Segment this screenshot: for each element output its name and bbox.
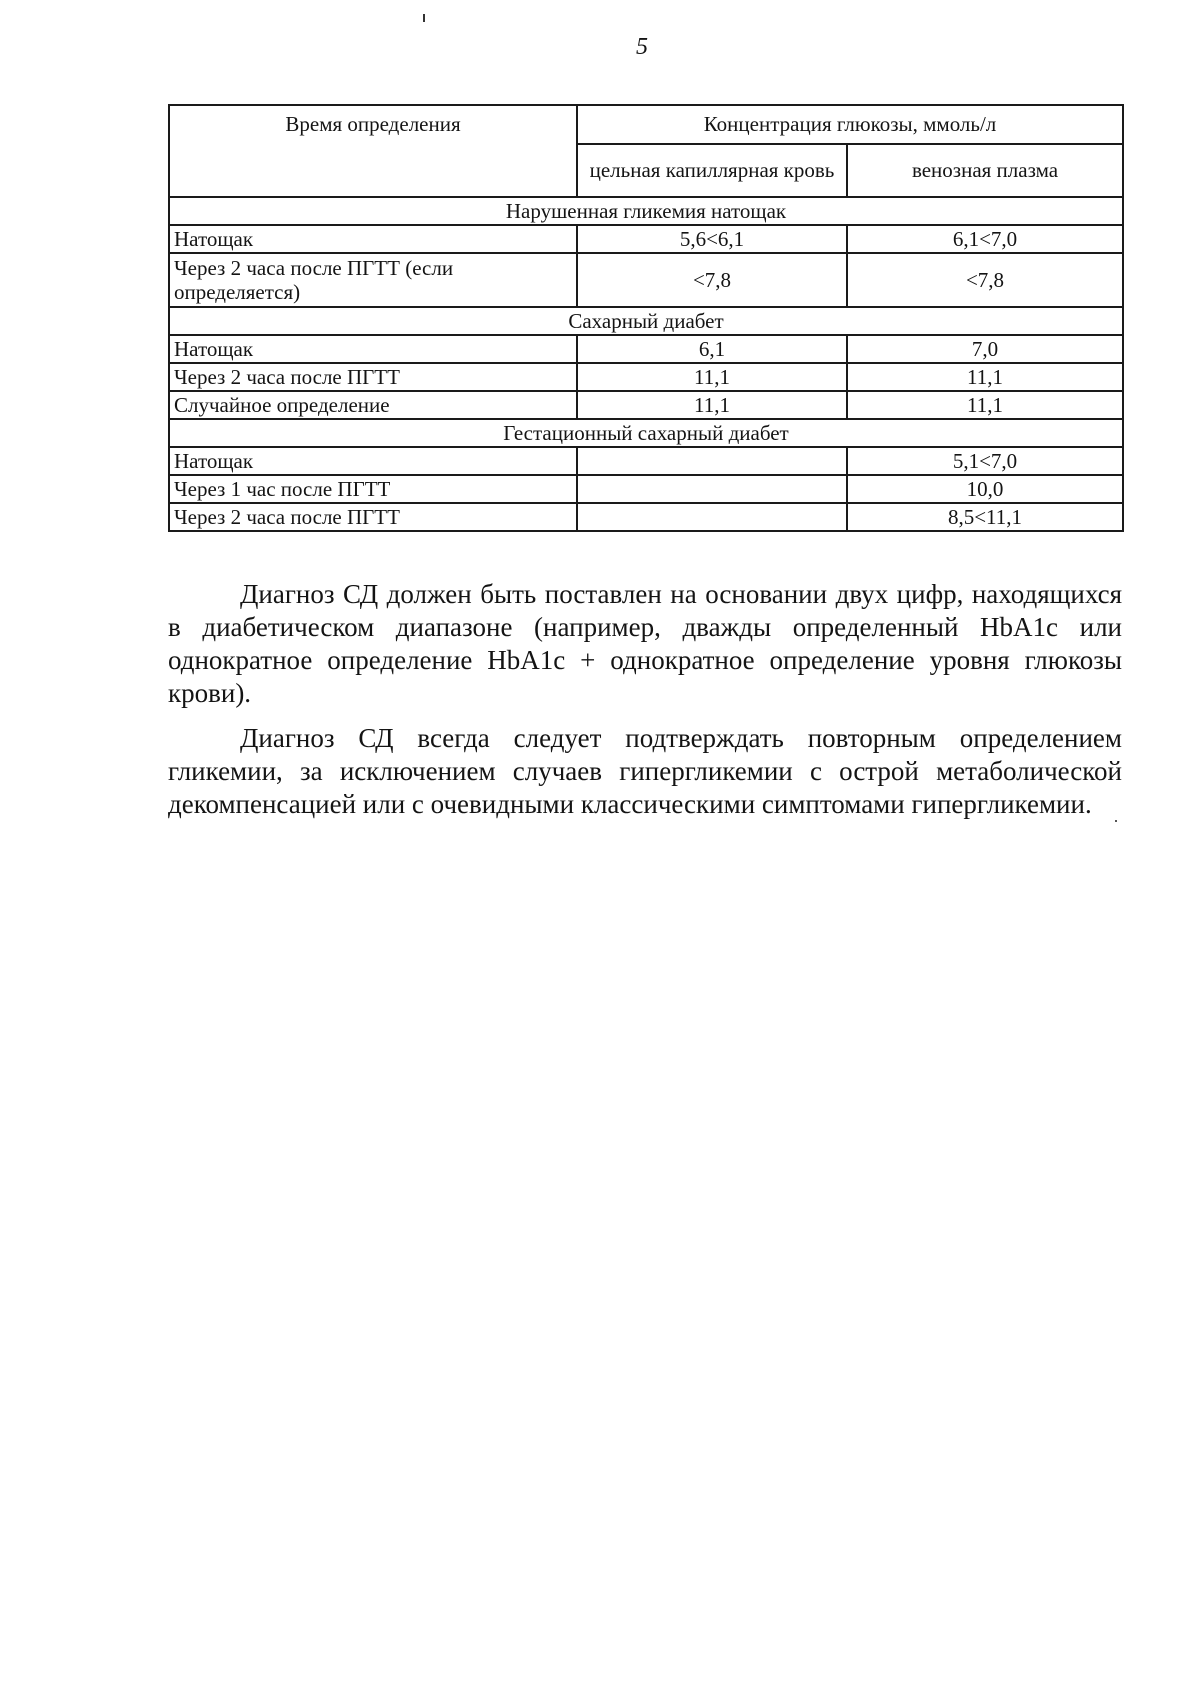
venous-value: 8,5<11,1: [847, 503, 1123, 531]
page-number: 5: [636, 34, 648, 60]
capillary-value: 11,1: [577, 391, 847, 419]
section-title: Гестационный сахарный диабет: [169, 419, 1123, 447]
table-row: [169, 475, 1123, 503]
body-text: [168, 578, 1122, 833]
venous-value: <7,8: [847, 253, 1123, 307]
row-label: Через 1 час после ПГТТ: [169, 475, 577, 503]
capillary-value: [577, 475, 847, 503]
row-label: Натощак: [169, 335, 577, 363]
header-time: Время определения: [169, 105, 577, 197]
capillary-value: [577, 503, 847, 531]
paragraph: Диагноз СД должен быть поставлен на основании двух цифр, находящихся в диабетическом диапазоне (например, дважды определенный HbA1c или однократное определение HbA1c + однократное определение уровня глюкозы крови).: [168, 579, 1122, 708]
section-title: Нарушенная гликемия натощак: [169, 197, 1123, 225]
venous-value: 11,1: [847, 363, 1123, 391]
capillary-value: 5,6<6,1: [577, 225, 847, 253]
table-row: [169, 253, 1123, 307]
venous-value: 6,1<7,0: [847, 225, 1123, 253]
table-row: [169, 503, 1123, 531]
glucose-criteria-table: [168, 104, 1124, 532]
header-concentration: Концентрация глюкозы, ммоль/л: [577, 105, 1123, 144]
paragraph: Диагноз СД всегда следует подтверждать повторным определением гликемии, за исключением случаев гипергликемии с острой метаболической декомпенсацией или с очевидными классическими симптомами гипергликемии.: [168, 723, 1122, 819]
table-row: [169, 447, 1123, 475]
row-label: Через 2 часа после ПГТТ: [169, 363, 577, 391]
row-label: Случайное определение: [169, 391, 577, 419]
venous-value: 10,0: [847, 475, 1123, 503]
capillary-value: 6,1: [577, 335, 847, 363]
capillary-value: <7,8: [577, 253, 847, 307]
table-row: [169, 391, 1123, 419]
table-row: [169, 225, 1123, 253]
row-label: Через 2 часа после ПГТТ: [169, 503, 577, 531]
venous-value: 11,1: [847, 391, 1123, 419]
header-capillary: цельная капиллярная кровь: [577, 144, 847, 198]
header-venous: венозная плазма: [847, 144, 1123, 198]
venous-value: 5,1<7,0: [847, 447, 1123, 475]
capillary-value: 11,1: [577, 363, 847, 391]
table-row: [169, 363, 1123, 391]
row-label: Натощак: [169, 447, 577, 475]
scan-mark: [423, 14, 425, 22]
capillary-value: [577, 447, 847, 475]
table-row: [169, 335, 1123, 363]
section-title: Сахарный диабет: [169, 307, 1123, 335]
row-label: Натощак: [169, 225, 577, 253]
row-label: Через 2 часа после ПГТТ (если определяется): [169, 253, 577, 307]
venous-value: 7,0: [847, 335, 1123, 363]
